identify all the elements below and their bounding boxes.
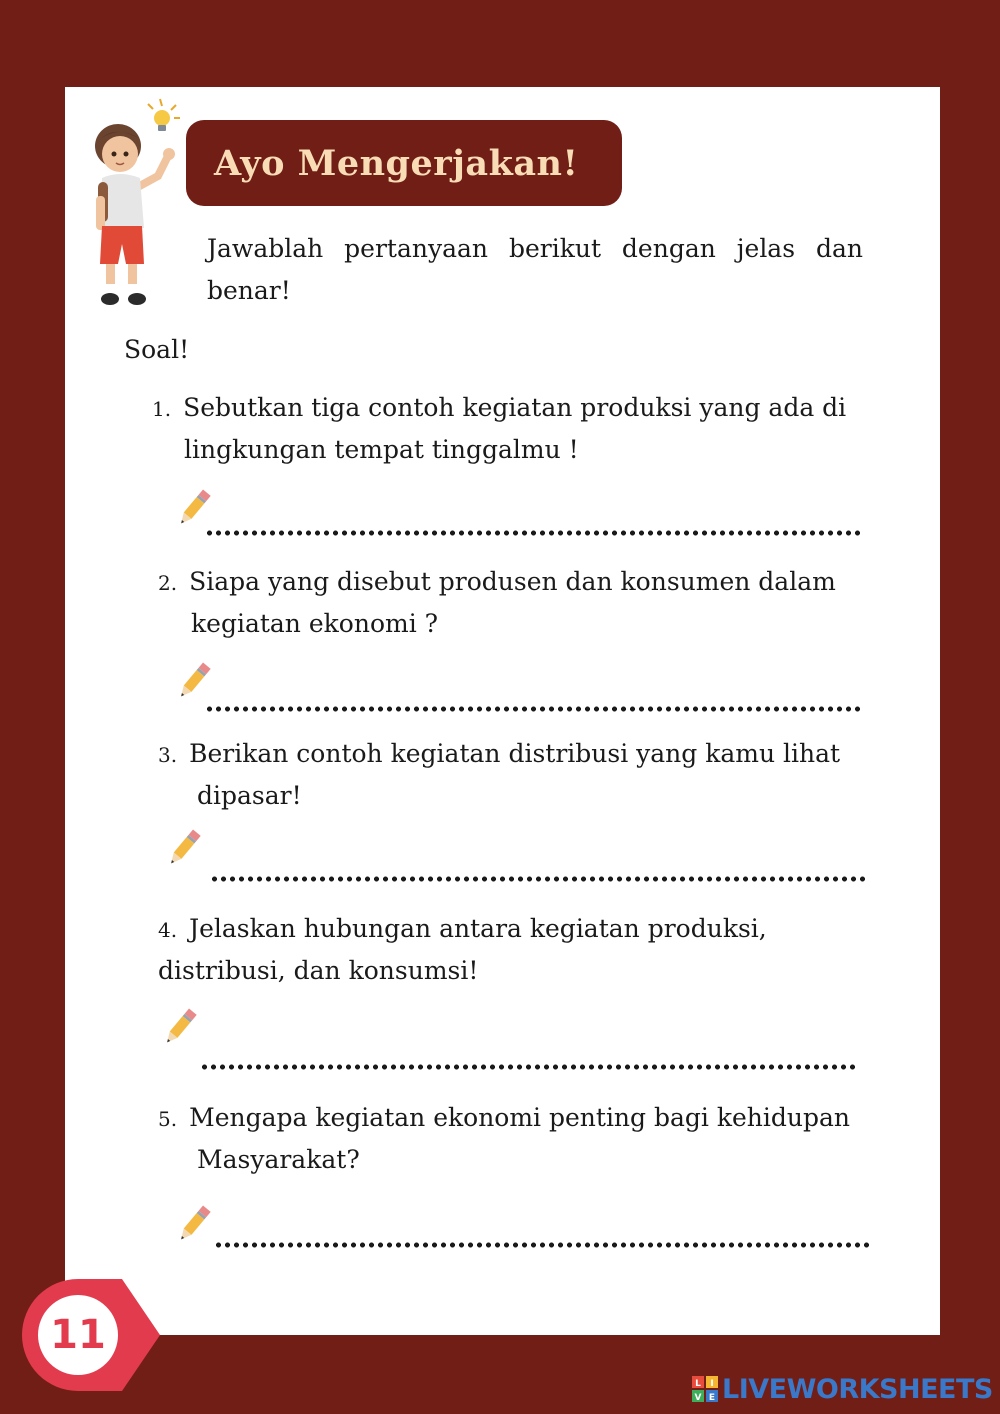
question-number: 2. — [158, 571, 178, 595]
svg-text:E: E — [708, 1393, 716, 1402]
question-text-line1: Siapa yang disebut produsen dan konsumen dalam — [189, 567, 836, 596]
answer-line-2[interactable] — [205, 706, 861, 712]
question-3-line2: dipasar! — [197, 781, 302, 810]
question-text-line1: Mengapa kegiatan ekonomi penting bagi kehidupan — [189, 1103, 850, 1132]
question-1-line2: lingkungan tempat tinggalmu ! — [184, 435, 579, 464]
question-2-line2: kegiatan ekonomi ? — [191, 609, 439, 638]
boy-character-illustration — [88, 96, 188, 310]
page-number-badge — [22, 1279, 162, 1395]
page-title: Ayo Mengerjakan! — [214, 142, 579, 184]
answer-line-1[interactable] — [205, 530, 861, 536]
svg-text:L: L — [695, 1379, 701, 1389]
question-5 — [158, 1097, 850, 1140]
pencil-icon — [174, 1204, 214, 1244]
question-4 — [158, 908, 767, 951]
pencil-icon — [160, 1007, 200, 1047]
svg-text:V: V — [694, 1393, 702, 1402]
liveworksheets-logo-icon — [692, 1376, 718, 1402]
question-4-line2: distribusi, dan konsumsi! — [158, 956, 479, 985]
question-number: 1. — [152, 397, 172, 421]
question-5-line2: Masyarakat? — [197, 1145, 360, 1174]
lightbulb-icon — [148, 99, 180, 131]
question-2 — [158, 561, 836, 604]
pencil-icon — [164, 828, 204, 868]
watermark-text: LIVEWORKSHEETS — [722, 1373, 993, 1405]
svg-text:I: I — [710, 1379, 714, 1389]
section-label: Soal! — [124, 335, 190, 364]
answer-line-5[interactable] — [214, 1242, 870, 1248]
answer-line-3[interactable] — [210, 876, 866, 882]
pencil-icon — [174, 488, 214, 528]
question-1 — [152, 387, 846, 430]
title-banner — [186, 120, 622, 206]
instruction-text: Jawablah pertanyaan berikut dengan jelas dan benar! — [207, 234, 863, 305]
question-number: 3. — [158, 743, 178, 767]
question-number: 5. — [158, 1107, 178, 1131]
answer-line-4[interactable] — [200, 1064, 856, 1070]
question-text-line1: Sebutkan tiga contoh kegiatan produksi yang ada di — [183, 393, 847, 422]
pencil-icon — [174, 661, 214, 701]
liveworksheets-watermark — [692, 1374, 993, 1404]
question-3 — [158, 733, 840, 776]
question-number: 4. — [158, 918, 178, 942]
question-text-line1: Berikan contoh kegiatan distribusi yang kamu lihat — [189, 739, 841, 768]
page-number: 11 — [50, 1312, 106, 1358]
question-text-line1: Jelaskan hubungan antara kegiatan produksi, — [189, 914, 767, 943]
